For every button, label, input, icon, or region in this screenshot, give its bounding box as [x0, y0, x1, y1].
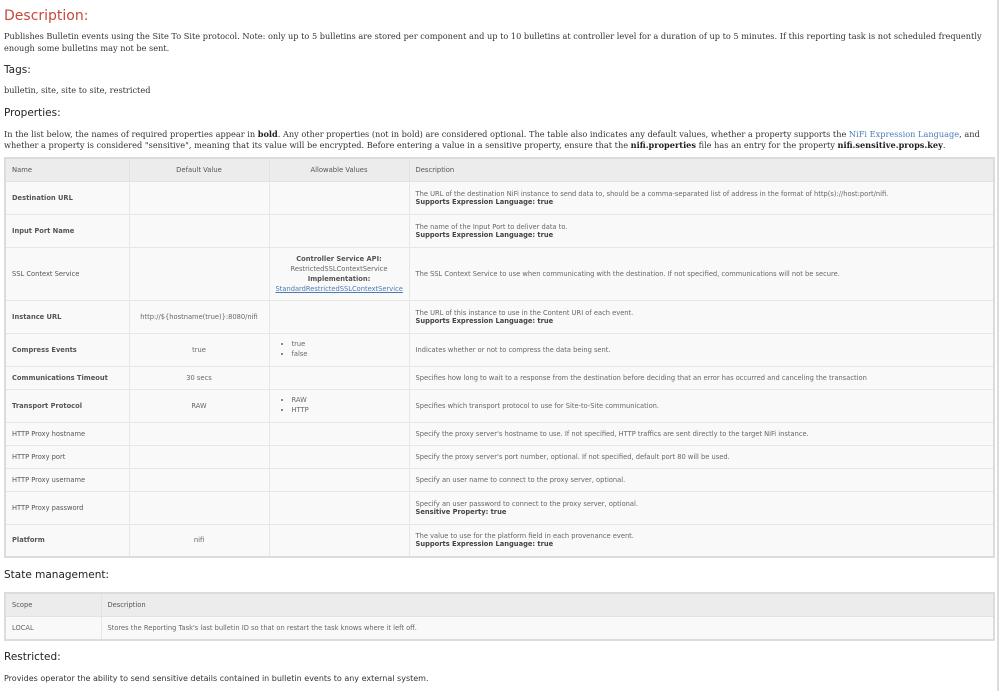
intro-property-name: nifi.sensitive.props.key	[837, 140, 943, 150]
allowable-values	[269, 300, 409, 333]
properties-heading: Properties:	[4, 106, 61, 119]
state-scope: LOCAL	[5, 617, 101, 641]
property-description: The SSL Context Service to use when communicating with the destination. If not specified, communications will not be secure.	[409, 247, 994, 300]
state-header-row	[5, 593, 994, 617]
column-header-allowable-values: Allowable Values	[269, 158, 409, 182]
allowable-values	[269, 445, 409, 468]
description-text: The URL of this instance to use in the Content URI of each event.	[415, 308, 634, 317]
intro-text: In the list below, the names of required properties appear in	[4, 128, 258, 139]
controller-service-api-label: Controller Service API:	[296, 254, 382, 263]
allowable-values	[269, 422, 409, 445]
expression-language-link[interactable]: NiFi Expression Language	[848, 128, 960, 139]
intro-bold-word: bold	[257, 128, 278, 139]
column-header-name: Name	[5, 158, 129, 182]
allowable-values	[269, 389, 409, 422]
column-header-description: Description	[409, 158, 994, 182]
allowable-value: • HTTP	[292, 406, 403, 416]
column-header-description: Description	[101, 593, 994, 617]
table-row	[5, 617, 994, 641]
table-row	[5, 491, 994, 524]
default-value	[129, 422, 269, 445]
implementation-link[interactable]: StandardRestrictedSSLContextService	[275, 284, 403, 293]
properties-intro	[4, 129, 995, 152]
property-description	[409, 181, 994, 214]
allowable-value: • false	[292, 350, 403, 360]
expression-language-note: Supports Expression Language: true	[415, 230, 554, 239]
expression-language-note: Supports Expression Language: true	[415, 316, 554, 325]
tags-heading: Tags:	[4, 64, 31, 76]
property-description: Specifies which transport protocol to use for Site-to-Site communication.	[409, 389, 994, 422]
default-value	[129, 247, 269, 300]
property-name: Compress Events	[5, 333, 129, 366]
restricted-heading: Restricted:	[4, 651, 61, 663]
table-row	[5, 389, 994, 422]
properties-table	[4, 157, 995, 559]
table-row	[5, 468, 994, 491]
property-name: HTTP Proxy password	[5, 491, 129, 524]
property-description: Indicates whether or not to compress the data being sent.	[409, 333, 994, 366]
table-row	[5, 366, 994, 389]
property-name: Communications Timeout	[5, 366, 129, 389]
state-table	[4, 592, 995, 641]
property-name: Destination URL	[5, 181, 129, 214]
expression-language-note: Supports Expression Language: true	[415, 197, 554, 206]
description-text: Publishes Bulletin events using the Site To Site protocol. Note: only up to 5 bulletins are stored per component and up to 10 bulletins at controller level for a duration of up to 5 minutes. If this reporting task is not scheduled frequently enough some bulletins may not be sent.	[4, 31, 982, 53]
restricted-text: Provides operator the ability to send sensitive details contained in bulletin events to any external system.	[4, 674, 429, 683]
property-description: Specify the proxy server's hostname to use. If not specified, HTTP traffics are sent directly to the target NiFi instance.	[409, 422, 994, 445]
allowable-values	[269, 214, 409, 247]
default-value	[129, 491, 269, 524]
description-heading: Description:	[4, 8, 89, 24]
property-description: Specify the proxy server's port number, optional. If not specified, default port 80 will be used.	[409, 445, 994, 468]
default-value: true	[129, 333, 269, 366]
column-header-default-value: Default Value	[129, 158, 269, 182]
property-name: Input Port Name	[5, 214, 129, 247]
allowable-values	[269, 524, 409, 557]
column-header-scope: Scope	[5, 593, 101, 617]
description-text: The URL of the destination NiFi instance to send data to, should be a comma-separated list of address in the format of http(s)://host:port/nifi.	[415, 189, 889, 198]
default-value	[129, 214, 269, 247]
allowable-values	[269, 247, 409, 300]
allowable-values	[269, 333, 409, 366]
default-value: nifi	[129, 524, 269, 557]
property-name: SSL Context Service	[5, 247, 129, 300]
default-value	[129, 468, 269, 491]
default-value	[129, 445, 269, 468]
default-value	[129, 181, 269, 214]
expression-language-note: Supports Expression Language: true	[415, 540, 554, 549]
state-management-heading: State management:	[4, 569, 110, 581]
tags-text: bulletin, site, site to site, restricted	[4, 85, 151, 95]
property-name: HTTP Proxy port	[5, 445, 129, 468]
table-row	[5, 524, 994, 557]
property-name: Platform	[5, 524, 129, 557]
table-row	[5, 300, 994, 333]
table-row	[5, 445, 994, 468]
allowable-values	[269, 468, 409, 491]
property-description: Specifies how long to wait to a response from the destination before deciding that an error has occurred and canceling the transaction	[409, 366, 994, 389]
table-row	[5, 333, 994, 366]
table-row	[5, 247, 994, 300]
default-value: 30 secs	[129, 366, 269, 389]
properties-header-row	[5, 158, 994, 182]
allowable-value: • RAW	[292, 396, 403, 406]
description-text: The name of the Input Port to deliver data to.	[415, 222, 568, 231]
table-row	[5, 181, 994, 214]
property-name: Instance URL	[5, 300, 129, 333]
description-text: The value to use for the platform field in each provenance event.	[415, 532, 634, 541]
property-description	[409, 491, 994, 524]
table-row	[5, 422, 994, 445]
property-name: HTTP Proxy username	[5, 468, 129, 491]
default-value: http://${hostname(true)}:8080/nifi	[129, 300, 269, 333]
allowable-values	[269, 491, 409, 524]
property-description	[409, 214, 994, 247]
controller-service-api: RestrictedSSLContextService	[290, 264, 388, 273]
property-description	[409, 300, 994, 333]
description-text: Specify an user password to connect to the proxy server, optional.	[415, 499, 638, 508]
property-name: HTTP Proxy hostname	[5, 422, 129, 445]
table-row	[5, 214, 994, 247]
property-description	[409, 524, 994, 557]
sensitive-property-note: Sensitive Property: true	[415, 507, 507, 516]
allowable-values	[269, 181, 409, 214]
property-name: Transport Protocol	[5, 389, 129, 422]
default-value: RAW	[129, 389, 269, 422]
intro-text: file has an entry for the property	[696, 140, 838, 150]
intro-text: .	[942, 140, 946, 150]
state-description: Stores the Reporting Task's last bulletin ID so that on restart the task knows where it left off.	[101, 617, 994, 641]
allowable-values	[269, 366, 409, 389]
intro-file-name: nifi.properties	[630, 140, 696, 150]
intro-text: , and whether a property is considered "sensitive", meaning that its value will be encrypted. Before entering a value in a sensitive property, ensure that the	[4, 128, 980, 150]
intro-text: . Any other properties (not in bold) are considered optional. The table also indicates any default values, whether a property supports the	[277, 128, 849, 139]
property-description: Specify an user name to connect to the proxy server, optional.	[409, 468, 994, 491]
allowable-value: • true	[292, 340, 403, 350]
implementation-label: Implementation:	[307, 274, 371, 283]
